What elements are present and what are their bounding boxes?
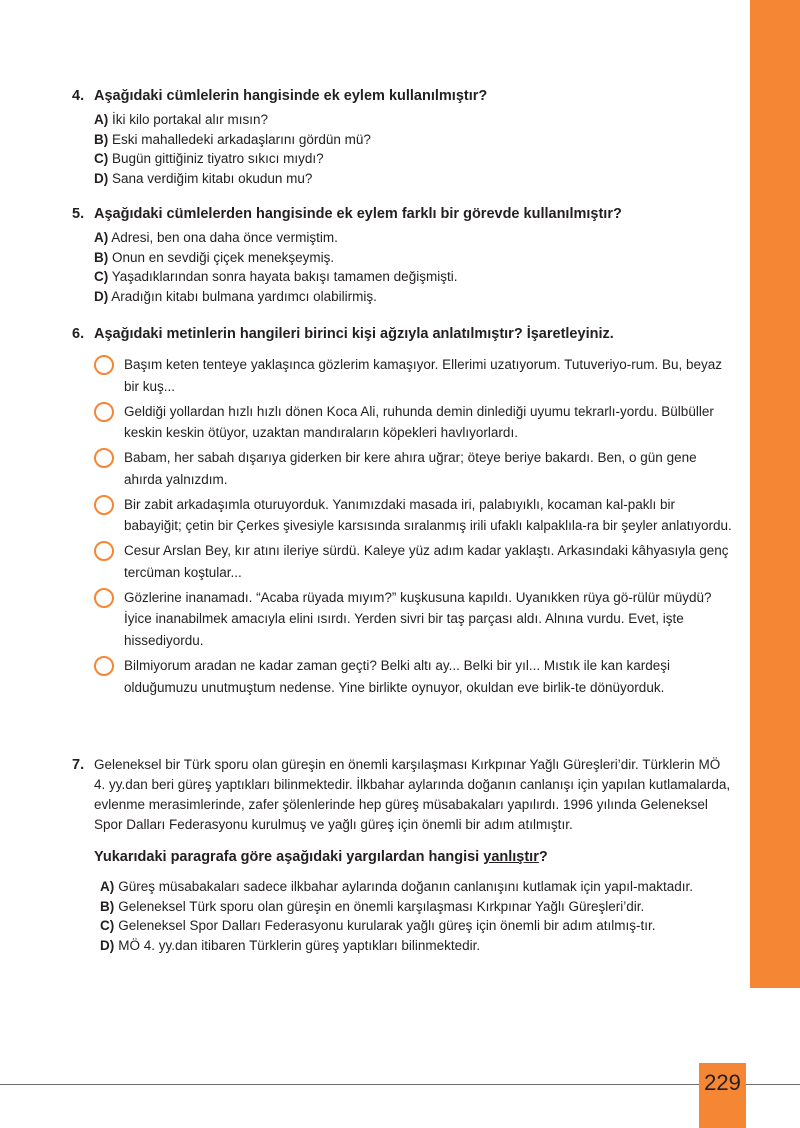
question-text: Aşağıdaki cümlelerin hangisinde ek eylem kullanılmıştır? <box>94 88 488 104</box>
option-c[interactable]: C) Geleneksel Spor Dalları Federasyonu kurularak yağlı güreş için önemli bir adım atılmış-tır. <box>100 918 656 933</box>
answer-circle[interactable] <box>94 355 114 375</box>
question-7 <box>72 755 732 955</box>
page-number: 229 <box>704 1070 741 1095</box>
option-a[interactable]: A) İki kilo portakal alır mısın? <box>94 112 269 127</box>
answer-circle[interactable] <box>94 402 114 422</box>
question-5-heading <box>72 204 732 224</box>
question-7-prompt: Yukarıdaki paragrafa göre aşağıdaki yargılardan hangisi yanlıştır? <box>94 849 548 865</box>
question-number: 5. <box>72 206 85 222</box>
question-6 <box>72 324 732 702</box>
emphasis-word: yanlıştır <box>483 849 539 865</box>
question-text: Aşağıdaki metinlerin hangileri birinci kişi ağzıyla anlatılmıştır? İşaretleyiniz. <box>94 326 614 342</box>
list-item: Cesur Arslan Bey, kır atını ileriye sürdü. Kaleye yüz adım kadar yaklaştı. Arkasındaki kâhyasıyla genç tercüman koştular... <box>94 540 732 583</box>
list-item: Geldiği yollardan hızlı hızlı dönen Koca Ali, ruhunda demin dinlediği uyumu tekrarlı-yordu. Bülbüller keskin keskin ötüyor, uzaktan mandıraların köpekleri havlıyorlardı. <box>94 401 732 444</box>
question-4-heading <box>72 86 732 106</box>
question-text: Aşağıdaki cümlelerden hangisinde ek eylem farklı bir görevde kullanılmıştır? <box>94 206 622 222</box>
option-b[interactable]: B) Eski mahalledeki arkadaşlarını gördün mü? <box>94 131 371 147</box>
question-5 <box>72 204 732 306</box>
option-c[interactable]: C) Yaşadıklarından sonra hayata bakışı tamamen değişmişti. <box>94 269 458 284</box>
option-b[interactable]: B) Geleneksel Türk sporu olan güreşin en önemli karşılaşması Kırkpınar Yağlı Güreşleri’dir. <box>100 898 645 914</box>
list-item: Gözlerine inanamadı. “Acaba rüyada mıyım?” kuşkusuna kapıldı. Uyanıkken rüya gö-rülür müydü? İyice inanabilmek amacıyla elini ısırdı. Yerden sivri bir taş parçası aldı. Alnına vurdu. Evet, işte hissediyordu. <box>94 587 732 652</box>
question-7-options <box>94 877 732 955</box>
footer-rule <box>0 1084 800 1085</box>
question-4 <box>72 86 732 188</box>
question-6-items <box>94 354 732 698</box>
answer-circle[interactable] <box>94 588 114 608</box>
list-item: Bilmiyorum aradan ne kadar zaman geçti? Belki altı ay... Belki bir yıl... Mıstık ile kan kardeşi olduğumuzu unutmuştum nedense. Yine birlikte oynuyor, okuldan eve birlik-te dönüyorduk. <box>94 655 732 698</box>
answer-circle[interactable] <box>94 656 114 676</box>
question-6-heading <box>72 324 732 344</box>
answer-circle[interactable] <box>94 541 114 561</box>
question-number: 7. <box>72 757 85 773</box>
list-item: Bir zabit arkadaşımla oturuyorduk. Yanımızdaki masada iri, palabıyıklı, kocaman kal-paklı bir babayiğit; çetin bir Çerkes şivesiyle karsısında sıralanmış irili ufaklı kalpaklıla-ra bir şeyler anlatıyordu. <box>94 494 732 537</box>
question-number: 4. <box>72 88 85 104</box>
list-item: Babam, her sabah dışarıya giderken bir kere ahıra uğrar; öteye beriye bakardı. Ben, o gün gene ahırda yalnızdım. <box>94 447 732 490</box>
question-number: 6. <box>72 326 85 342</box>
question-5-options <box>94 228 732 306</box>
list-item: Başım keten tenteye yaklaşınca gözlerim kamaşıyor. Ellerimi uzatıyorum. Tutuveriyo-rum. Bu, beyaz bir kuş... <box>94 354 732 397</box>
answer-circle[interactable] <box>94 495 114 515</box>
question-7-paragraph: Geleneksel bir Türk sporu olan güreşin en önemli karşılaşması Kırkpınar Yağlı Güreşleri’dir. Türklerin MÖ 4. yy.dan beri güreş yaptıkları bilinmektedir. İlkbahar aylarında doğanın canlanışı için yapılan kutlamalarda, evlenme merasimlerinde, zafer şölenlerinde hep güreş müsabakaları yapılırdı. 1996 yılında Geleneksel Spor Dalları Federasyonu kurulmuş ve yağlı güreş için önemli bir adım atılmıştır. <box>94 757 731 832</box>
option-d[interactable]: D) Sana verdiğim kitabı okudun mu? <box>94 170 313 186</box>
option-a[interactable]: A) Güreş müsabakaları sadece ilkbahar aylarında doğanın canlanışını kutlamak için yapıl-maktadır. <box>100 879 694 894</box>
side-accent-bar <box>750 0 800 988</box>
option-b[interactable]: B) Onun en sevdiği çiçek menekşeymiş. <box>94 249 335 265</box>
option-d[interactable]: D) MÖ 4. yy.dan itibaren Türklerin güreş yaptıkları bilinmektedir. <box>100 937 481 953</box>
question-4-options <box>94 110 732 188</box>
option-d[interactable]: D) Aradığın kitabı bulmana yardımcı olabilirmiş. <box>94 288 377 304</box>
answer-circle[interactable] <box>94 448 114 468</box>
option-c[interactable]: C) Bugün gittiğiniz tiyatro sıkıcı mıydı? <box>94 151 324 166</box>
option-a[interactable]: A) Adresi, ben ona daha önce vermiştim. <box>94 230 338 245</box>
